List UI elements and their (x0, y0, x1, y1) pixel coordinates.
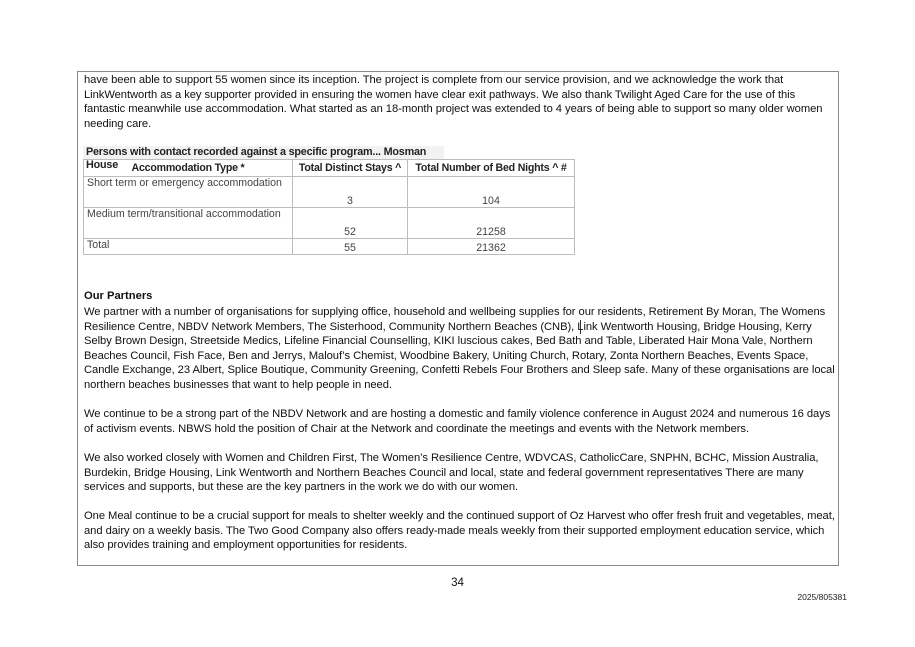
header-total-distinct-stays: Total Distinct Stays ^ (293, 160, 408, 177)
cell-bed-nights: 104 (408, 177, 575, 208)
meals-paragraph: One Meal continue to be a crucial support for meals to shelter weekly and the continued support of Oz Harvest who offer fresh fruit and vegetables, meat, and dairy on a weekly basis. The Two Good Company also offers ready-made meals weekly from their supported employment education service, which also provides training and employment opportunities for residents. (84, 510, 835, 552)
cell-accommodation-type: Short term or emergency accommodation (84, 177, 293, 208)
table-row (84, 177, 575, 208)
header-accommodation-type: Accommodation Type * (84, 160, 293, 177)
table-row-total (84, 239, 575, 255)
accommodation-table (83, 159, 575, 255)
header-total-bed-nights: Total Number of Bed Nights ^ # (408, 160, 575, 177)
section-heading-our-partners: Our Partners (84, 290, 153, 302)
cell-stays: 52 (293, 208, 408, 239)
content-box (77, 71, 839, 566)
accommodation-table-block (83, 146, 578, 255)
network-paragraph: We continue to be a strong part of the NBDV Network and are hosting a domestic and family violence conference in August 2024 and numerous 16 days of activism events. NBWS hold the position of Chair at the Network and coordinate the meetings and events with the Network members. (84, 408, 831, 435)
cell-bed-nights: 21258 (408, 208, 575, 239)
intro-paragraph: have been able to support 55 women since its inception. The project is complete from our service provision, and we acknowledge the work that LinkWentworth as a key supporter provided in ensuring the women have clear exit pathways. We also thank Twilight Aged Care for the use of this fantastic meanwhile use accommodation. What started as an 18-month project was extended to 4 years of being able to support so many older women needing care. (84, 74, 823, 130)
cell-accommodation-type: Total (84, 239, 293, 255)
table-header-row (84, 160, 575, 177)
document-reference: 2025/805381 (797, 592, 847, 602)
cell-bed-nights: 21362 (408, 239, 575, 255)
cell-accommodation-type: Medium term/transitional accommodation (84, 208, 293, 239)
collaboration-paragraph: We also worked closely with Women and Children First, The Women’s Resilience Centre, WDVCAS, CatholicCare, SNPHN, BCHC, Mission Australia, Burdekin, Bridge Housing, Link Wentworth and Northern Beaches Council and local, state and federal government representatives There are many services and supports, but these are the key partners in the work we do with our women. (84, 452, 819, 494)
table-row (84, 208, 575, 239)
table-caption: Persons with contact recorded against a specific program... Mosman House (83, 146, 444, 159)
page-number: 34 (451, 577, 464, 589)
partners-paragraph: We partner with a number of organisations for supplying office, household and wellbeing supplies for our residents, Retirement By Moran, The Womens Resilience Centre, NBDV Network Members, The Sisterhood, Community Northern Beaches (CNB), Link Wentworth Housing, Bridge Housing, Kerry Selby Brown Design, Streetside Medics, Lifeline Financial Counselling, KIKI luscious cakes, Bed Bath and Table, Liberated Hair Mona Vale, Northern Beaches Council, Fish Face, Ben and Jerrys, Malouf’s Chemist, Woodbine Bakery, Uniting Church, Rotary, Zonta Northern Beaches, Events Space, Candle Exchange, 23 Albert, Splice Boutique, Community Greening, Confetti Rebels Four Brothers and Sleep safe. Many of these organisations are local northern beaches businesses that want to help people in need. (84, 306, 835, 391)
cell-stays: 55 (293, 239, 408, 255)
cell-stays: 3 (293, 177, 408, 208)
